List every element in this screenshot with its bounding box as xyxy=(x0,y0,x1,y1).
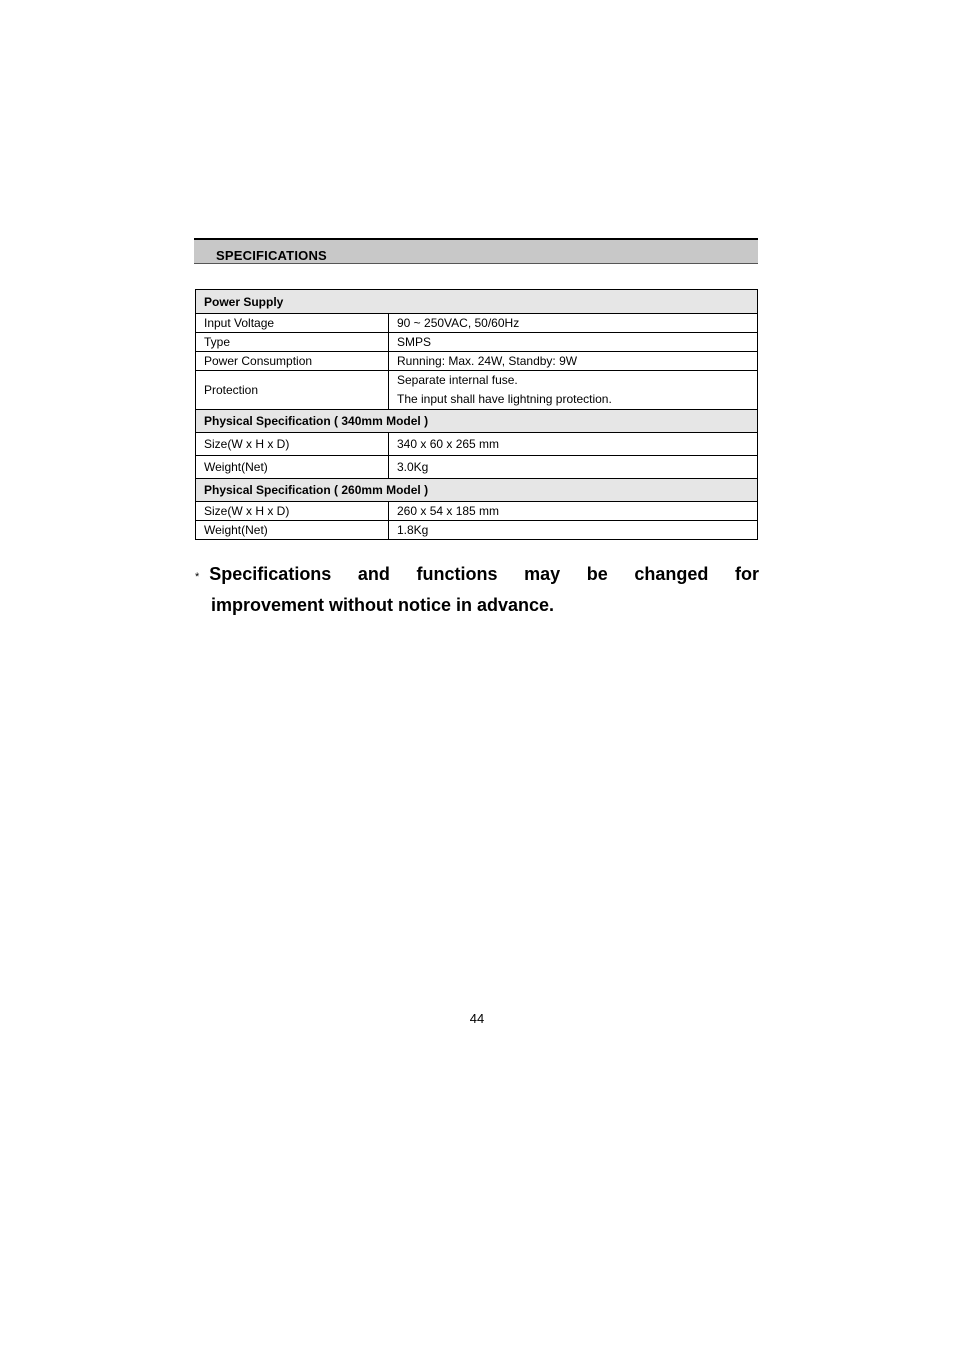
note-word: may xyxy=(524,564,561,584)
group-title: Physical Specification ( 340mm Model ) xyxy=(196,410,758,433)
spec-value: 260 x 54 x 185 mm xyxy=(389,502,758,521)
note-word: be xyxy=(586,564,608,584)
group-title: Power Supply xyxy=(196,290,758,314)
spec-value-multiline xyxy=(389,371,758,410)
spec-key: Protection xyxy=(196,371,389,410)
spec-value: 3.0Kg xyxy=(389,456,758,479)
spec-value: 340 x 60 x 265 mm xyxy=(389,433,758,456)
table-row xyxy=(196,352,758,371)
note-word: functions xyxy=(416,564,498,584)
spec-value: 1.8Kg xyxy=(389,521,758,540)
note-word: Specifications xyxy=(209,564,332,584)
spec-key: Size(W x H x D) xyxy=(196,502,389,521)
table-row xyxy=(196,433,758,456)
note-line-1 xyxy=(195,560,759,591)
spec-key: Weight(Net) xyxy=(196,521,389,540)
note-line-2: improvement without notice in advance. xyxy=(211,595,555,615)
spec-key: Power Consumption xyxy=(196,352,389,371)
spec-value: SMPS xyxy=(389,333,758,352)
spec-key: Size(W x H x D) xyxy=(196,433,389,456)
group-title: Physical Specification ( 260mm Model ) xyxy=(196,479,758,502)
note-word: and xyxy=(357,564,390,584)
table-row xyxy=(196,502,758,521)
section-header xyxy=(194,238,758,264)
table-row xyxy=(196,456,758,479)
note-word: changed xyxy=(634,564,709,584)
note-first-word-group xyxy=(195,560,331,591)
spec-value: Running: Max. 24W, Standby: 9W xyxy=(389,352,758,371)
table-row-protection xyxy=(196,371,758,410)
table-row xyxy=(196,314,758,333)
note-word: for xyxy=(734,564,759,584)
page-number: 44 xyxy=(469,1011,485,1026)
disclaimer-note xyxy=(195,560,759,619)
group-header-physical-260 xyxy=(196,479,758,502)
specifications-table xyxy=(195,289,758,540)
table-row xyxy=(196,333,758,352)
spec-value: 90 ~ 250VAC, 50/60Hz xyxy=(389,314,758,333)
spec-key: Type xyxy=(196,333,389,352)
spec-value-line: The input shall have lightning protection. xyxy=(397,392,612,406)
table-row xyxy=(196,521,758,540)
spec-value-line: Separate internal fuse. xyxy=(397,373,518,387)
group-header-physical-340 xyxy=(196,410,758,433)
spec-key: Weight(Net) xyxy=(196,456,389,479)
group-header-power-supply xyxy=(196,290,758,314)
spec-key: Input Voltage xyxy=(196,314,389,333)
section-title: SPECIFICATIONS xyxy=(216,248,327,263)
asterisk-marker: * xyxy=(195,571,200,583)
